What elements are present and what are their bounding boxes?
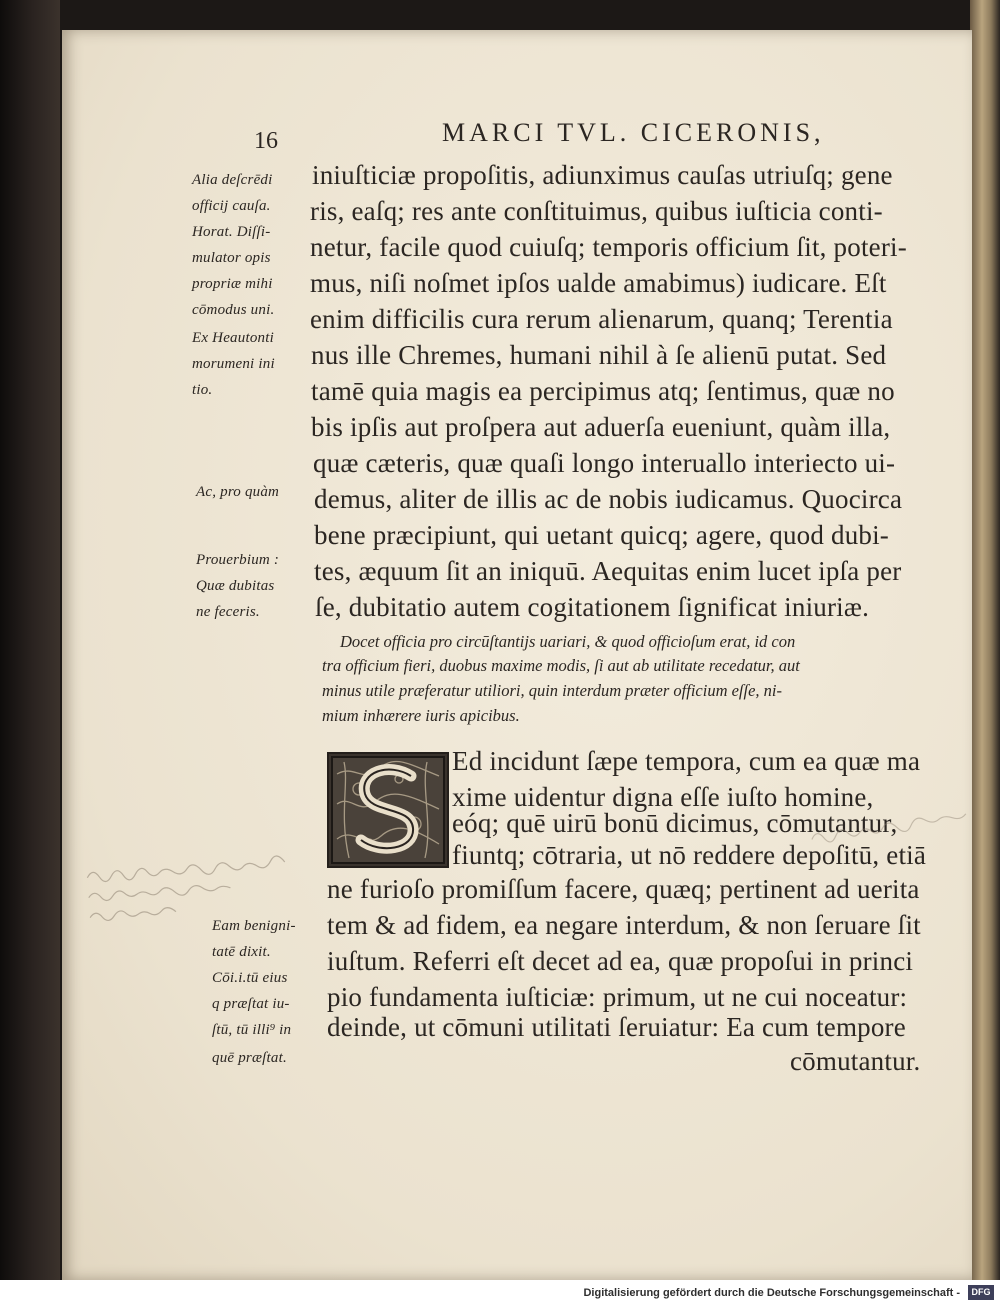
dfg-logo: DFG: [968, 1285, 994, 1300]
margin-note: ne feceris.: [196, 604, 260, 620]
text-line: tamē quia magis ea percipimus atq; ſentimus, quæ no: [311, 376, 895, 406]
margin-note: tatē dixit.: [212, 944, 271, 960]
footer-bar: [0, 1280, 1000, 1305]
margin-note: quē præſtat.: [212, 1050, 287, 1066]
text-line: netur, facile quod cuiuſq; temporis officium ſit, poteri-: [310, 232, 907, 262]
page-edge: [970, 0, 1000, 1280]
summary-line: Docet officia pro circūſtantijs uariari, & quod officioſum erat, id con: [340, 632, 796, 651]
woodcut-initial-icon: [329, 754, 447, 866]
summary-line: mium inhærere iuris apicibus.: [322, 706, 520, 725]
decorated-initial-s: [327, 752, 449, 868]
text-line: Ed incidunt ſæpe tempora, cum ea quæ ma: [452, 746, 921, 776]
text-line: fiuntq; cōtraria, ut nō reddere depoſitū, etiā: [452, 840, 927, 870]
margin-note: Prouerbium :: [196, 552, 280, 568]
text-line: iniuſticiæ propoſitis, adiunximus cauſas utriuſq; gene: [312, 160, 893, 190]
margin-note: mulator opis: [192, 250, 271, 266]
text-line: mus, niſi noſmet ipſos ualde amabimus) iudicare. Eſt: [310, 268, 887, 298]
margin-note: Horat. Diſſi-: [192, 224, 271, 240]
text-line: tes, æquum ſit an iniquū. Aequitas enim lucet ipſa per: [314, 556, 902, 586]
footer-credit: Digitalisierung gefördert durch die Deutsche Forschungsgemeinschaft -: [583, 1287, 960, 1299]
text-line: ne furioſo promiſſum facere, quæq; pertinent ad uerita: [327, 874, 920, 904]
text-line: pio fundamenta iuſticiæ: primum, ut ne cui noceatur:: [327, 982, 908, 1012]
margin-note: tio.: [192, 382, 213, 398]
margin-note: cōmodus uni.: [192, 302, 275, 318]
margin-note: Ex Heautonti: [192, 330, 274, 346]
text-line: bis ipſis aut proſpera aut aduerſa eueniunt, quàm illa,: [311, 412, 891, 442]
margin-note: officij cauſa.: [192, 198, 271, 214]
text-line: nus ille Chremes, humani nihil à ſe alienū putat. Sed: [311, 340, 887, 370]
text-line: deinde, ut cōmuni utilitati ſeruiatur: Ea cum tempore: [327, 1012, 906, 1042]
binding-edge: [0, 0, 60, 1280]
margin-note: ſtū, tū illi⁹ in: [212, 1022, 292, 1038]
margin-note: Cōi.i.tū eius: [212, 970, 288, 986]
text-line: tem & ad fidem, ea negare interdum, & non ſeruare ſit: [327, 910, 921, 940]
text-line: cōmutantur.: [790, 1046, 921, 1076]
margin-note: Ac, pro quàm: [196, 484, 280, 500]
text-line: bene præcipiunt, qui uetant quicq; agere, quod dubi-: [314, 520, 890, 550]
running-head: MARCI TVL. CICERONIS,: [442, 118, 825, 147]
summary-line: tra officium fieri, duobus maxime modis, ſi aut ab utilitate recedatur, aut: [322, 656, 800, 675]
text-line: ris, eaſq; res ante conſtituimus, quibus iuſticia conti-: [310, 196, 883, 226]
page-number: 16: [254, 128, 278, 154]
margin-note: Alia deſcrēdi: [192, 172, 273, 188]
text-line: demus, aliter de illis ac de nobis iudicamus. Quocirca: [314, 484, 903, 514]
summary-line: minus utile præferatur utiliori, quin interdum præter officium eſſe, ni-: [322, 681, 783, 700]
margin-note: morumeni ini: [192, 356, 275, 372]
margin-note: q præſtat iu-: [212, 996, 290, 1012]
margin-note: propriæ mihi: [192, 276, 273, 292]
text-line: quæ cæteris, quæ quaſi longo interuallo interiecto ui-: [313, 448, 896, 478]
margin-note: Eam benigni-: [212, 918, 296, 934]
text-line: iuſtum. Referri eſt decet ad ea, quæ propoſui in princi: [327, 946, 914, 976]
margin-note: Quæ dubitas: [196, 578, 275, 594]
text-line: ſe, dubitatio autem cogitationem ſignificat iniuriæ.: [315, 592, 870, 622]
text-line: xime uidentur digna eſſe iuſto homine,: [452, 782, 874, 812]
text-line: enim difficilis cura rerum alienarum, quanq; Terentia: [310, 304, 893, 334]
text-line: eóq; quē uirū bonū dicimus, cōmutantur,: [452, 808, 898, 838]
